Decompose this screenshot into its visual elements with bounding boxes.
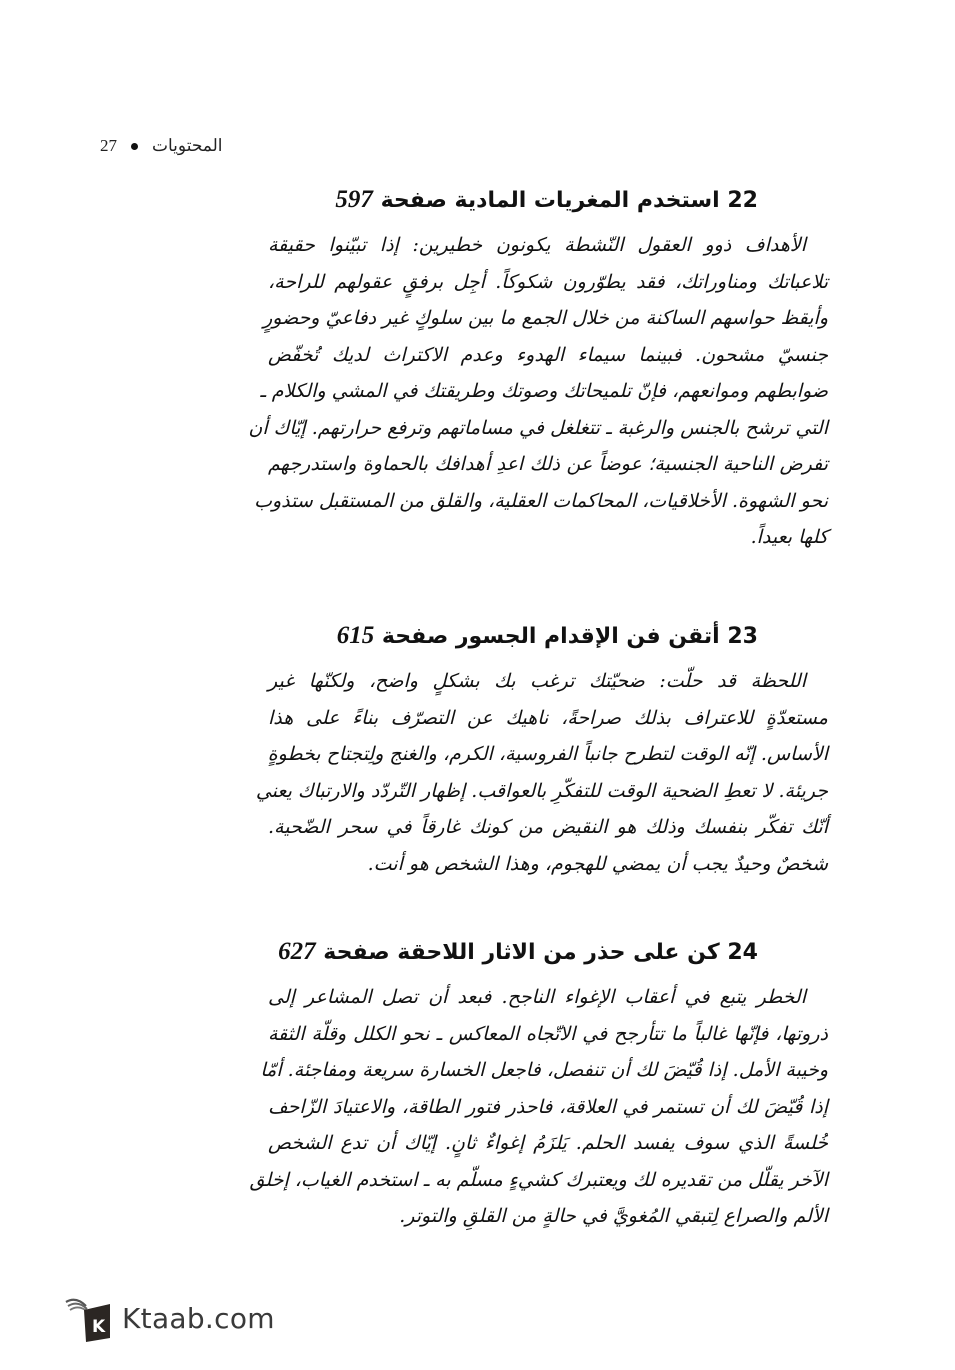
page-label: صفحة	[323, 940, 390, 965]
running-header	[100, 132, 240, 160]
text-line: اللحظة قد حلّت: ضحيّتك ترغب بك بشكلٍ واضح، ولكنّها غير	[268, 670, 806, 692]
entry-heading	[268, 932, 828, 973]
text-line: الأهداف ذوو العقول النّشطة يكونون خطيرين: إذا تبيّنوا حقيقة	[268, 234, 806, 256]
text-line: التي ترشح بالجنس والرغبة ـ تتغلغل في مساماتهم وترفع حرارتهم. إيّاك أن	[248, 416, 828, 439]
entry-number: 23	[727, 624, 758, 649]
page-label: صفحة	[381, 624, 449, 649]
text-line: جريئة. لا تعطِ الضحية الوقت للتفكّرِ بالعواقب. إظهار التّردّد والارتباك يعني	[255, 779, 828, 802]
ktaab-watermark	[62, 1290, 275, 1346]
text-line: شخصٌ وحيدٌ يجب أن يمضي للهجوم، وهذا الشخص هو أنت.	[367, 852, 828, 875]
entry-number: 24	[727, 940, 758, 965]
text-line: خُلسةً الذي سوف يفسد الحلم. يَلزَمُ إغواءٌ ثانٍ. إيّاك أن تدع الشخص	[268, 1132, 828, 1154]
entry-title: كن على حذر من الاثار اللاحقة	[397, 940, 720, 965]
entry-summary	[248, 227, 829, 556]
bullet-separator-icon	[131, 143, 138, 150]
text-line: وأيقظ حواسهم الساكنة من خلال الجمع ما بين سلوكٍ غير دفاعيّ وحضورٍ	[263, 307, 828, 329]
text-line: ضوابطهم وموانعهم، فإنّ تلميحاتك وصوتك وطريقتك في المشي والكلام ـ	[260, 380, 828, 402]
text-line: الألم والصراع لِتبقي المُغويَّ في حالةٍ من القلقِ والتوتر.	[399, 1205, 828, 1227]
brand-name: Ktaab.com	[122, 1301, 275, 1335]
entry-summary	[249, 979, 828, 1235]
open-book-icon	[62, 1292, 114, 1344]
contents-entry-24	[249, 932, 828, 1235]
page-number: 27	[100, 136, 117, 155]
text-line: مستعدّةٍ للاعتراف بذلك صراحةً، ناهيك عن التصرّف بناءً على هذا	[268, 706, 828, 729]
running-header-title: المحتويات	[152, 136, 223, 155]
text-line: تلاعباتك ومناوراتك، فقد يطوّرون شكوكاً. أجِل برفقٍ عقولهم للراحة،	[268, 270, 828, 293]
text-line: نحو الشهوة. الأخلاقيات، المحاكمات العقلية، والقلق من المستقبل ستذوب	[254, 489, 828, 512]
page-reference: 627	[278, 938, 316, 965]
contents-entry-22	[248, 180, 829, 556]
entry-title: استخدم المغريات المادية	[454, 188, 720, 213]
text-line: الآخر يقلّل من تقديره لك ويعتبرك كشيءٍ مسلّم به ـ استخدم الغياب، إخلق	[249, 1168, 828, 1191]
entry-number: 22	[727, 188, 758, 213]
text-line: تفرض الناحية الجنسية؛ عوضاً عن ذلك اعدِ أهدافك بالحماوة واستدرجهم	[268, 453, 829, 475]
entry-title: أتقن فن الإقدام الجسور	[455, 624, 720, 649]
text-line: جنسيّ مشحون. فبينما سيماء الهدوء وعدم الاكتراث لديك تُخفّض	[268, 343, 828, 366]
logo-letter: K	[92, 1317, 106, 1337]
page-reference: 597	[335, 186, 373, 213]
text-line: الخطر يتبع في أعقاب الإغواء الناجح. فبعد أن تصل المشاعر إلى	[268, 986, 806, 1008]
entry-heading	[268, 180, 828, 221]
text-line: وخيبة الأمل. إذا قُيّضَ لك أن تنفصل، فاجعل الخسارة سريعة ومفاجئة. أمّا	[260, 1059, 828, 1081]
text-line: الأساس. إنّه الوقت لتطرح جانباً الفروسية، الكرم، والغنج ولِتجتاح بخطوةٍ	[267, 743, 828, 765]
page-label: صفحة	[380, 188, 447, 213]
page-reference: 615	[336, 622, 375, 649]
entry-heading	[268, 616, 828, 657]
text-line: كلها بعيداً.	[750, 526, 828, 548]
text-line: أنّك تفكّر بنفسك وذلك هو النقيض من كونك غارقاً في سحر الضّحية.	[268, 816, 828, 838]
contents-entry-23	[255, 616, 828, 882]
text-line: ذروتها، فإنّها غالباً ما تتأرجح في الاتّجاه المعاكس ـ نحو الكلل وقلّة الثقة	[268, 1022, 828, 1045]
text-line: إذا قُيّضَ لك أن تستمر في العلاقة، فاحذر فتور الطاقة، والاعتيادَ الزّاحف	[268, 1095, 828, 1118]
entry-summary	[255, 663, 828, 882]
